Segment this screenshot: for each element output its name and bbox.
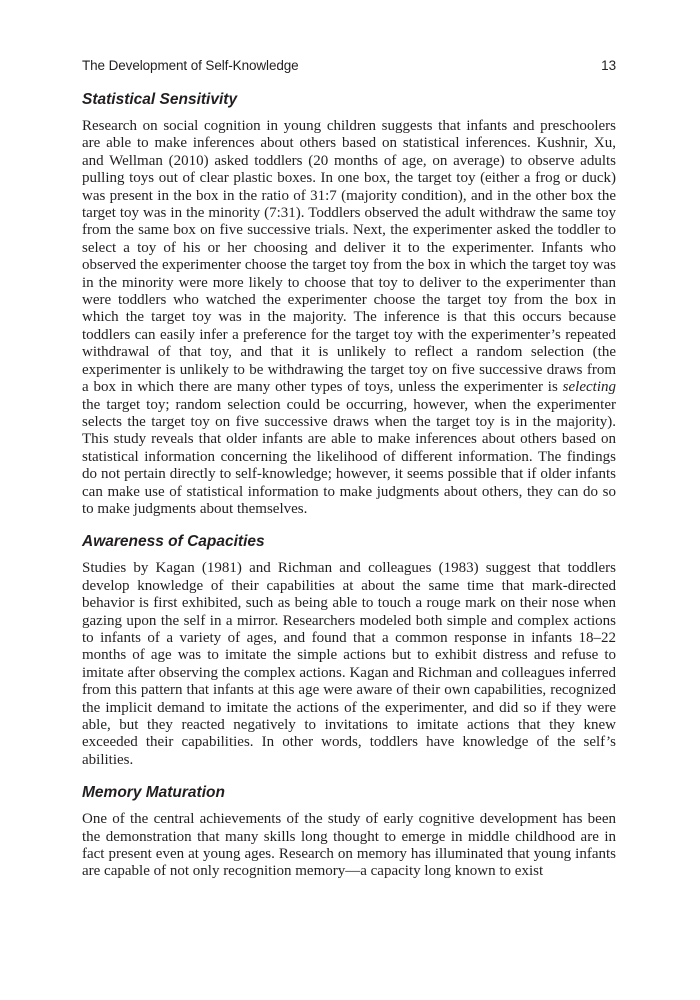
paragraph-statistical-sensitivity [82, 118, 616, 518]
emphasized-word: selecting [562, 379, 616, 396]
running-title: The Development of Self-Knowledge [82, 58, 299, 73]
section-heading-statistical-sensitivity: Statistical Sensitivity [82, 91, 238, 108]
paragraph-memory-maturation: One of the central achievements of the study of early cognitive development has been the demonstration that many skills long thought to emerge in middle childhood are in fact present even at young ages. Research on memory has illuminated that young infants are capable of not only recognition memory—a capacity long known to exist [82, 811, 616, 880]
section-heading-memory-maturation: Memory Maturation [82, 784, 225, 802]
page-number: 13 [601, 58, 616, 73]
running-header [82, 0, 616, 73]
paragraph-awareness-of-capacities: Studies by Kagan (1981) and Richman and colleagues (1983) suggest that toddlers develop knowledge of their capabilities at about the same time that mark-directed behavior is first exhibited, such as being able to touch a rouge mark on their nose when gazing upon the self in a mirror. Researchers modeled both simple and complex actions to infants of a variety of ages, and found that a common response in infants 18–22 months of age was to imitate the simple actions but to exhibit distress and refuse to imitate after observing the complex actions. Kagan and Richman and colleagues inferred from this pattern that infants at this age were aware of their own capabilities, recognized the implicit demand to imitate the actions of the experimenter, and did so if they were able, but they reacted negatively to invitations to imitate actions that they knew exceeded their capabilities. In other words, toddlers have knowledge of the self’s abilities. [82, 560, 616, 768]
paragraph-text-continued: the target toy; random selection could be occurring, however, when the experimenter selects the target toy on five successive draws when the target toy is in the majority). This study reveals that older infants are able to make inferences about others based on statistical information concerning the likelihood of different information. The findings do not pertain directly to self-knowledge; however, it seems possible that if older infants can make use of statistical information to make judgments about others, they can do so to make judgments about themselves. [82, 396, 616, 517]
paragraph-text: Research on social cognition in young children suggests that infants and preschoolers are able to make inferences about others based on statistical inferences. Kushnir, Xu, and Wellman (2010) asked toddlers (20 months of age, on average) to observe adults pulling toys out of clear plastic boxes. In one box, the target toy (either a frog or duck) was present in the box in the ratio of 31:7 (majority condition), and in the other box the target toy was in the minority (7:31). Toddlers observed the adult withdraw the same toy from the same box on five successive trials. Next, the experimenter asked the toddler to select a toy of his or her choosing and deliver it to the experimenter. Infants who observed the experimenter choose the target toy from the box in which the target toy was in the minority were more likely to choose that toy to deliver to the experimenter than were toddlers who watched the experimenter choose the target toy from the box in which the target toy was in the majority. The inference is that this occurs because toddlers can easily infer a preference for the target toy with the experimenter’s repeated withdrawal of that toy, and that it is unlikely to reflect a random selection (the experimenter is unlikely to be withdrawing the target toy on five successive draws from a box in which there are many other types of toys, unless the experimenter is [82, 118, 616, 396]
section-heading-awareness-of-capacities: Awareness of Capacities [82, 533, 265, 551]
